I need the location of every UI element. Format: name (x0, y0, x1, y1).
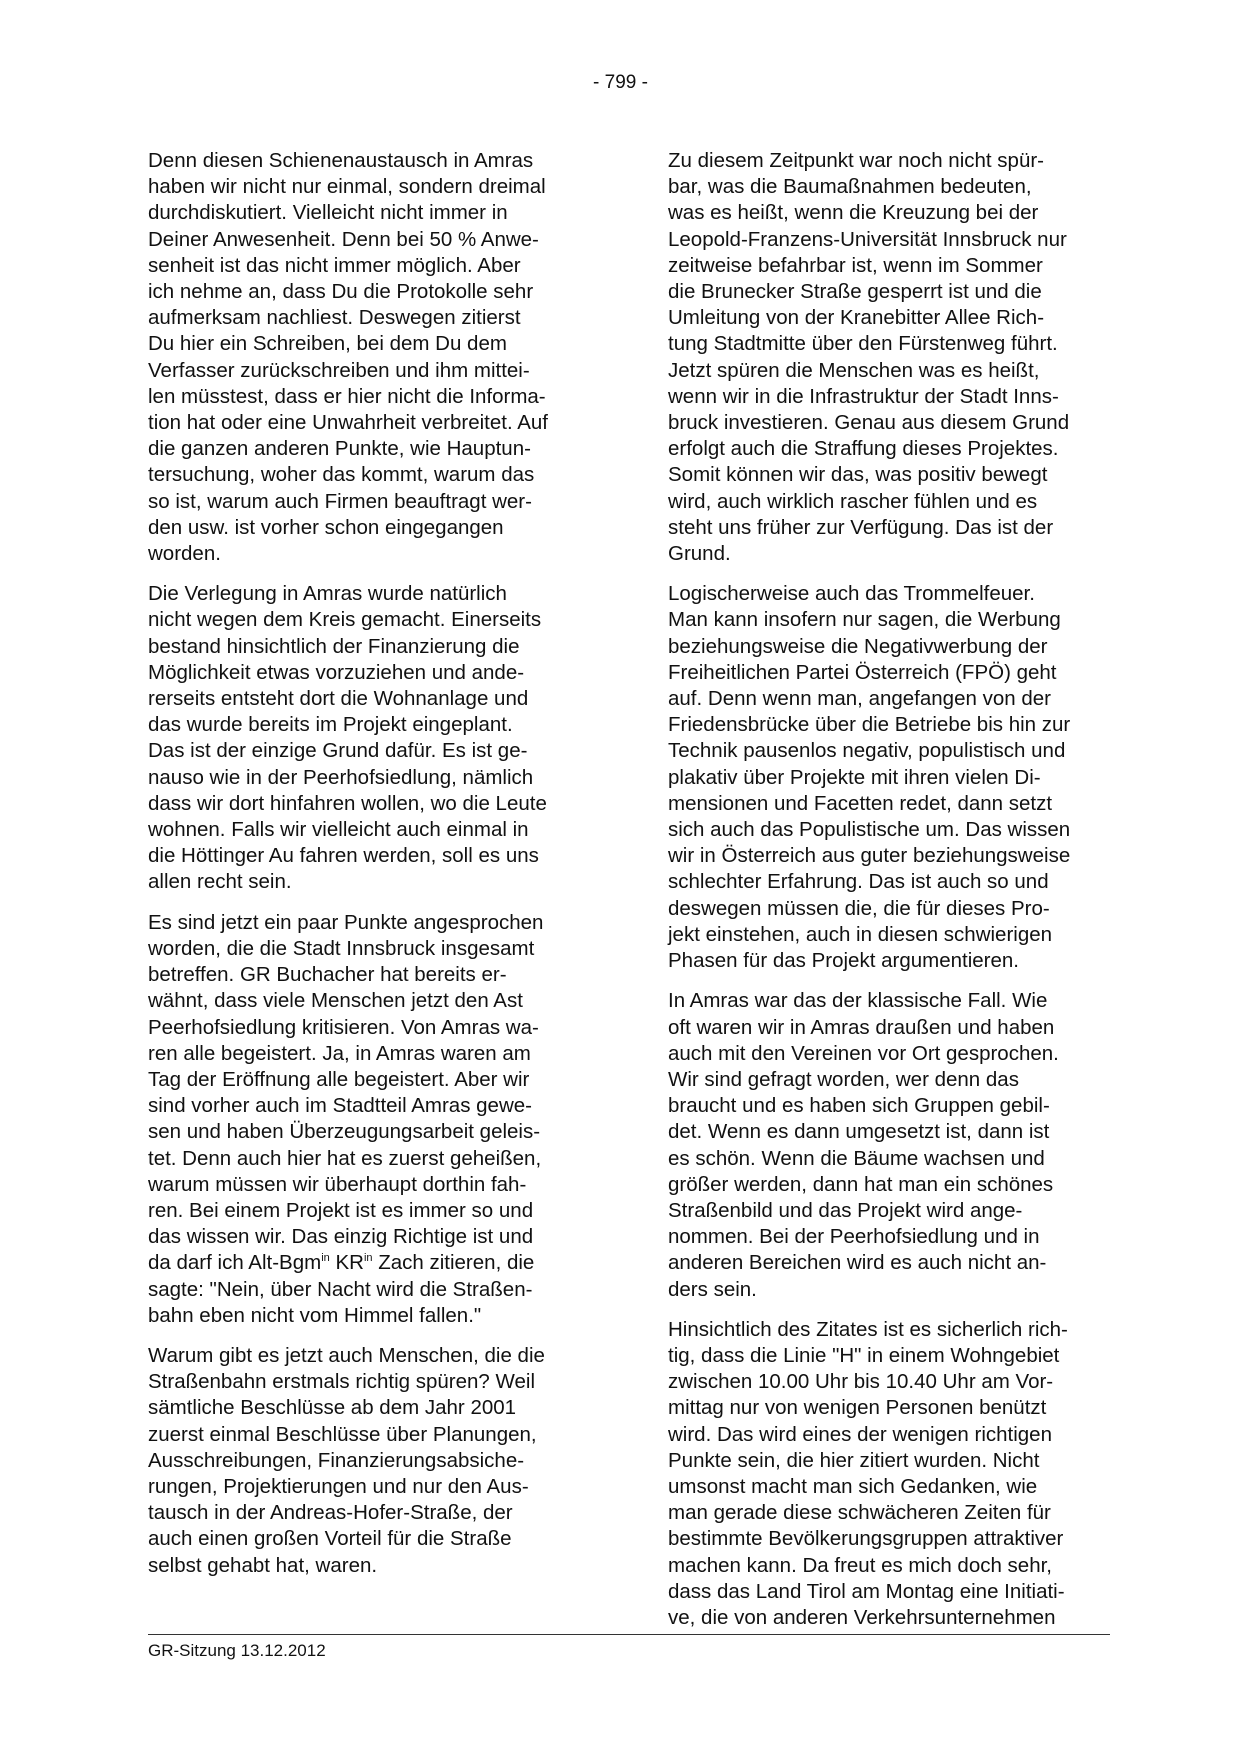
text-line: wird, auch wirklich rascher fühlen und es (668, 489, 1038, 513)
text-line: Technik pausenlos negativ, populistisch und (668, 739, 1066, 763)
text-line: Das ist der einzige Grund dafür. Es ist ge- (148, 739, 528, 763)
text-line: tersuchung, woher das kommt, warum das (148, 463, 535, 487)
text-line: den usw. ist vorher schon eingegangen (148, 515, 504, 539)
text-line: Jetzt spüren die Menschen was es heißt, (668, 358, 1040, 382)
text-line: bar, was die Baumaßnahmen bedeuten, (668, 175, 1032, 199)
paragraph (148, 910, 588, 1329)
text-line: so ist, warum auch Firmen beauftragt wer- (148, 489, 532, 513)
page-number: - 799 - (593, 72, 648, 93)
text-line: jekt einstehen, auch in diesen schwierigen (668, 922, 1053, 946)
footer-divider (148, 1634, 1110, 1635)
text-line: Die Verlegung in Amras wurde natürlich (148, 582, 507, 606)
text-line: Man kann insofern nur sagen, die Werbung (668, 608, 1061, 632)
text-line: Somit können wir das, was positiv bewegt (668, 463, 1048, 487)
text-line: braucht und es haben sich Gruppen gebil- (668, 1094, 1050, 1118)
text-line: selbst gehabt hat, waren. (148, 1553, 378, 1577)
text-line: die Höttinger Au fahren werden, soll es uns (148, 844, 539, 868)
text-line: sen und haben Überzeugungsarbeit geleis- (148, 1120, 541, 1144)
text-line: wohnen. Falls wir vielleicht auch einmal in (148, 818, 529, 842)
text-line (148, 1250, 588, 1276)
text-line: Tag der Eröffnung alle begeistert. Aber wir (148, 1067, 530, 1091)
text-run: KR (329, 1251, 364, 1275)
text-line: tet. Denn auch hier hat es zuerst geheißen, (148, 1146, 542, 1170)
text-run: Zach zitieren, die (372, 1251, 535, 1275)
paragraph (668, 581, 1108, 974)
text-line: plakativ über Projekte mit ihren vielen Di- (668, 765, 1041, 789)
text-line: Es sind jetzt ein paar Punkte angesprochen (148, 910, 544, 934)
text-run: da darf ich Alt-Bgm (148, 1251, 322, 1275)
text-line: Friedensbrücke über die Betriebe bis hin zur (668, 713, 1071, 737)
text-line: tausch in der Andreas-Hofer-Straße, der (148, 1501, 513, 1525)
text-line: betreffen. GR Buchacher hat bereits er- (148, 963, 507, 987)
text-line: mittag nur von wenigen Personen benützt (668, 1396, 1047, 1420)
paragraph (668, 1317, 1108, 1631)
text-line: wenn wir in die Infrastruktur der Stadt Inns- (668, 384, 1059, 408)
text-line: auch einen großen Vorteil für die Straße (148, 1527, 512, 1551)
text-line: bestimmte Bevölkerungsgruppen attraktiver (668, 1527, 1064, 1551)
text-line: Verfasser zurückschreiben und ihm mittei- (148, 358, 530, 382)
text-line: man gerade diese schwächeren Zeiten für (668, 1501, 1051, 1525)
text-line: durchdiskutiert. Vielleicht nicht immer in (148, 201, 508, 225)
text-line: Deiner Anwesenheit. Denn bei 50 % Anwe- (148, 227, 539, 251)
text-line: Umleitung von der Kranebitter Allee Rich- (668, 306, 1045, 330)
text-line: bahn eben nicht vom Himmel fallen." (148, 1303, 482, 1327)
text-line: sagte: "Nein, über Nacht wird die Straßen- (148, 1277, 533, 1301)
text-line: wähnt, dass viele Menschen jetzt den Ast (148, 989, 523, 1013)
text-line: In Amras war das der klassische Fall. Wie (668, 989, 1048, 1013)
text-line: deswegen müssen die, die für dieses Pro- (668, 896, 1050, 920)
text-line: was es heißt, wenn die Kreuzung bei der (668, 201, 1039, 225)
text-line: ich nehme an, dass Du die Protokolle sehr (148, 280, 534, 304)
text-line: die Brunecker Straße gesperrt ist und die (668, 280, 1042, 304)
text-line: bestand hinsichtlich der Finanzierung die (148, 634, 520, 658)
text-line: anderen Bereichen wird es auch nicht an- (668, 1251, 1047, 1275)
text-line: allen recht sein. (148, 870, 292, 894)
text-line: Ausschreibungen, Finanzierungsabsiche- (148, 1448, 525, 1472)
text-line: sämtliche Beschlüsse ab dem Jahr 2001 (148, 1396, 517, 1420)
right-column (668, 148, 1108, 1645)
text-line: tung Stadtmitte über den Fürstenweg führt. (668, 332, 1058, 356)
text-line: tion hat oder eine Unwahrheit verbreitet. Auf (148, 411, 548, 435)
text-line: zuerst einmal Beschlüsse über Planungen, (148, 1422, 537, 1446)
text-line: Denn diesen Schienenaustausch in Amras (148, 149, 534, 172)
text-line: Freiheitlichen Partei Österreich (FPÖ) geht (668, 660, 1057, 684)
text-line: das wissen wir. Das einzig Richtige ist und (148, 1225, 534, 1249)
text-line: haben wir nicht nur einmal, sondern dreimal (148, 175, 546, 199)
text-line: auf. Denn wenn man, angefangen von der (668, 687, 1051, 711)
text-line: wir in Österreich aus guter beziehungsweise (668, 844, 1071, 868)
superscript: in (321, 1252, 330, 1265)
text-line: umsonst macht man sich Gedanken, wie (668, 1474, 1038, 1498)
text-line: dass das Land Tirol am Montag eine Initiati- (668, 1579, 1065, 1603)
text-line: schlechter Erfahrung. Das ist auch so und (668, 870, 1049, 894)
text-line: zwischen 10.00 Uhr bis 10.40 Uhr am Vor- (668, 1370, 1054, 1394)
text-line: bruck investieren. Genau aus diesem Grund (668, 411, 1070, 435)
paragraph (148, 148, 588, 567)
text-line: warum müssen wir überhaupt dorthin fah- (148, 1172, 527, 1196)
left-column (148, 148, 588, 1593)
text-line: es schön. Wenn die Bäume wachsen und (668, 1146, 1045, 1170)
superscript: in (363, 1252, 373, 1265)
text-line: wird. Das wird eines der wenigen richtigen (668, 1422, 1052, 1446)
text-line: die ganzen anderen Punkte, wie Hauptun- (148, 437, 531, 461)
footer-text: GR-Sitzung 13.12.2012 (148, 1641, 326, 1660)
text-line: nicht wegen dem Kreis gemacht. Einerseits (148, 608, 542, 632)
text-line: worden, die die Stadt Innsbruck insgesamt (148, 936, 535, 960)
text-line: größer werden, dann hat man ein schönes (668, 1172, 1054, 1196)
text-line: Logischerweise auch das Trommelfeuer. (668, 582, 1035, 606)
text-line: beziehungsweise die Negativwerbung der (668, 634, 1048, 658)
text-line: das wurde bereits im Projekt eingeplant. (148, 713, 513, 737)
text-line: len müsstest, dass er hier nicht die Informa- (148, 384, 546, 408)
text-line: machen kann. Da freut es mich doch sehr, (668, 1553, 1053, 1577)
text-line: nommen. Bei der Peerhofsiedlung und in (668, 1225, 1040, 1249)
text-line: rungen, Projektierungen und nur den Aus- (148, 1474, 529, 1498)
text-line: Du hier ein Schreiben, bei dem Du dem (148, 332, 507, 356)
text-line: worden. (148, 542, 221, 566)
text-line: senheit ist das nicht immer möglich. Aber (148, 253, 521, 277)
text-line: auch mit den Vereinen vor Ort gesprochen. (668, 1041, 1059, 1065)
text-line: dass wir dort hinfahren wollen, wo die Leute (148, 791, 547, 815)
text-line: Peerhofsiedlung kritisieren. Von Amras wa- (148, 1015, 539, 1039)
paragraph (148, 1343, 588, 1579)
text-line: ders sein. (668, 1277, 757, 1301)
text-line: Straßenbahn erstmals richtig spüren? Weil (148, 1370, 536, 1394)
text-line: Hinsichtlich des Zitates ist es sicherlich rich- (668, 1317, 1068, 1341)
text-line: Straßenbild und das Projekt wird ange- (668, 1198, 1023, 1222)
text-line: nauso wie in der Peerhofsiedlung, nämlich (148, 765, 534, 789)
text-line: sind vorher auch im Stadtteil Amras gewe- (148, 1094, 532, 1118)
text-line: Wir sind gefragt worden, wer denn das (668, 1067, 1019, 1091)
text-line: det. Wenn es dann umgesetzt ist, dann ist (668, 1120, 1050, 1144)
text-line: Phasen für das Projekt argumentieren. (668, 949, 1019, 973)
text-line: zeitweise befahrbar ist, wenn im Sommer (668, 253, 1043, 277)
text-line: Punkte sein, die hier zitiert wurden. Nicht (668, 1448, 1040, 1472)
text-line: ren. Bei einem Projekt ist es immer so und (148, 1198, 534, 1222)
text-line: Zu diesem Zeitpunkt war noch nicht spür- (668, 149, 1044, 172)
text-line: aufmerksam nachliest. Deswegen zitierst (148, 306, 521, 330)
text-line: steht uns früher zur Verfügung. Das ist der (668, 515, 1054, 539)
text-line: Möglichkeit etwas vorzuziehen und ande- (148, 660, 525, 684)
text-line: sich auch das Populistische um. Das wissen (668, 818, 1071, 842)
text-line: Leopold-Franzens-Universität Innsbruck nur (668, 227, 1067, 251)
text-line: oft waren wir in Amras draußen und haben (668, 1015, 1055, 1039)
text-line: rerseits entsteht dort die Wohnanlage und (148, 687, 529, 711)
paragraph (148, 581, 588, 895)
text-line: Grund. (668, 542, 731, 566)
paragraph (668, 148, 1108, 567)
paragraph (668, 988, 1108, 1302)
text-line: ren alle begeistert. Ja, in Amras waren am (148, 1041, 531, 1065)
text-line: Warum gibt es jetzt auch Menschen, die die (148, 1343, 545, 1367)
text-line: ve, die von anderen Verkehrsunternehmen (668, 1605, 1056, 1629)
text-line: tig, dass die Linie "H" in einem Wohngebiet (668, 1343, 1060, 1367)
text-line: erfolgt auch die Straffung dieses Projektes. (668, 437, 1059, 461)
text-line: mensionen und Facetten redet, dann setzt (668, 791, 1053, 815)
